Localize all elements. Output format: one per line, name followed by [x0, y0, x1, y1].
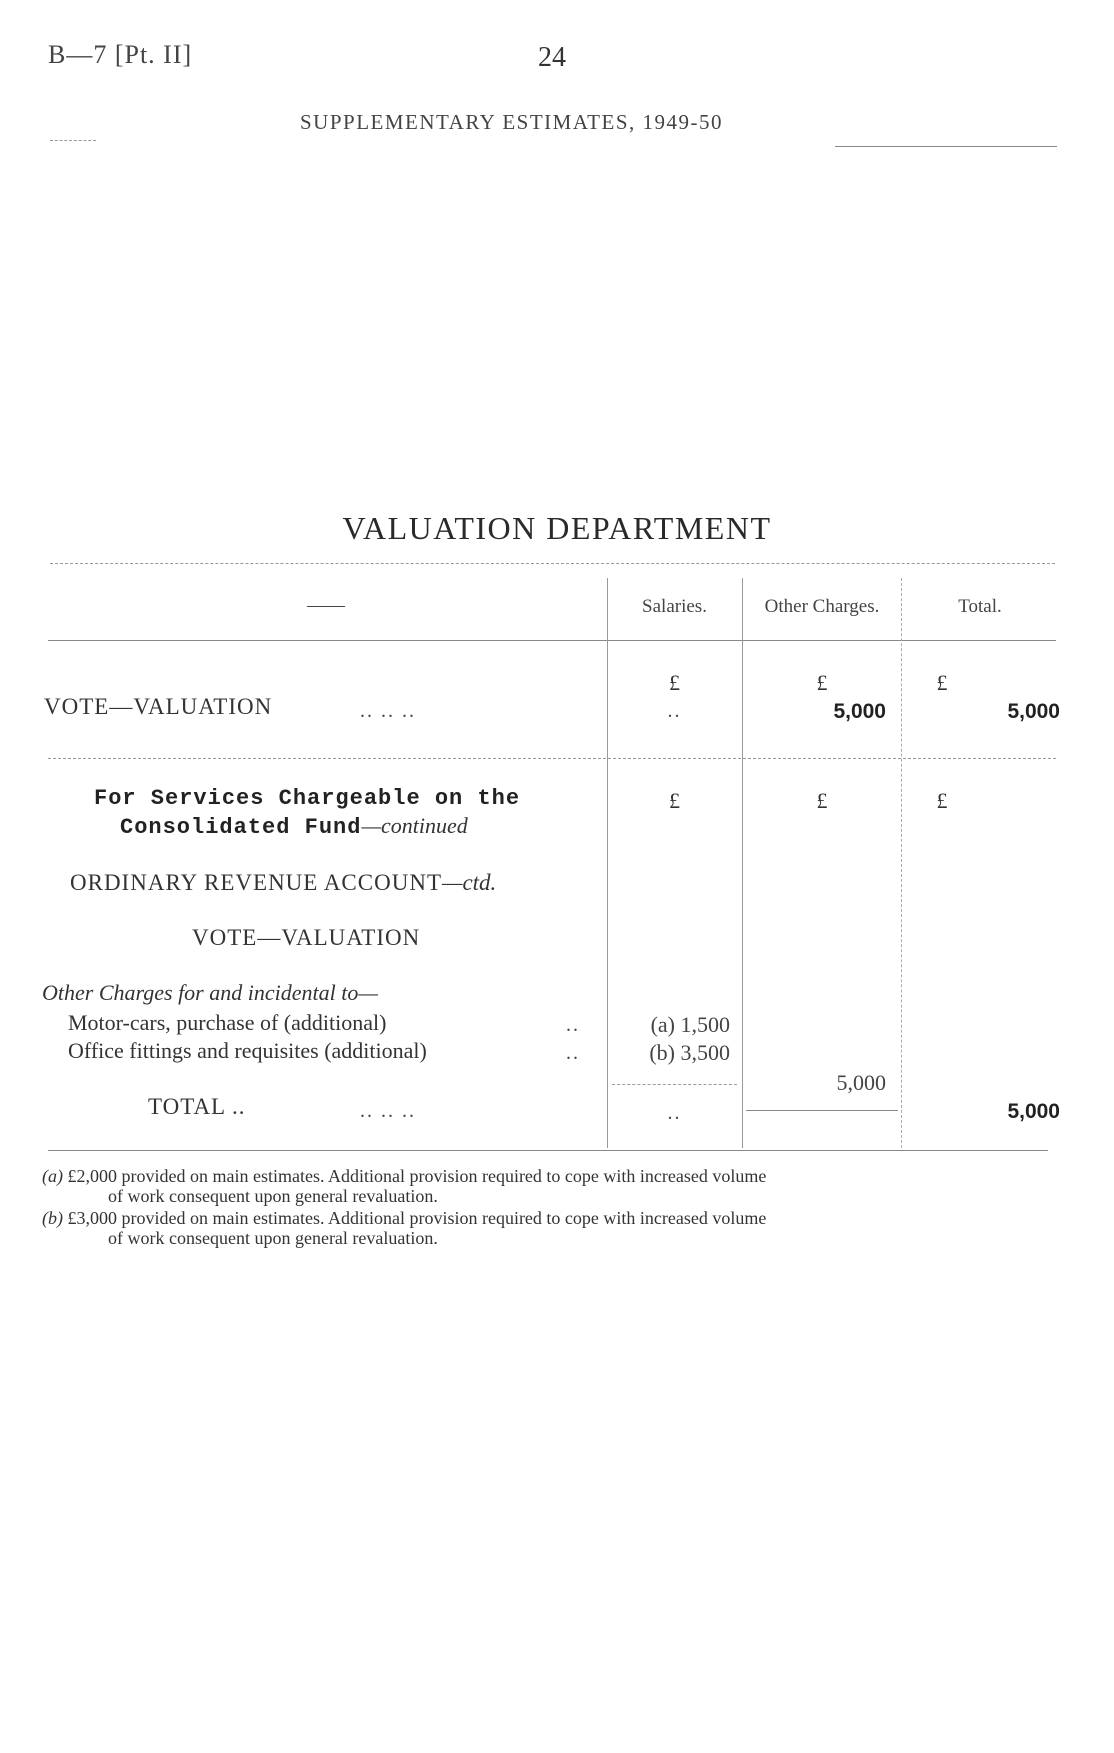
section-currency-total: £: [936, 788, 948, 813]
section-heading-fund: Consolidated Fund: [120, 815, 362, 840]
other-charges-total-rule: [746, 1110, 898, 1111]
column-heading-other-charges: Other Charges.: [764, 596, 880, 617]
section-heading-continued: —continued: [361, 813, 468, 838]
table-top-rule: [50, 563, 1055, 564]
page-title: VALUATION DEPARTMENT: [342, 510, 772, 546]
other-charges-subtotal: 5,000: [836, 1070, 886, 1095]
header-rule-right: [835, 146, 1057, 147]
item-office-fittings-leader: ..: [566, 1042, 580, 1064]
running-title: SUPPLEMENTARY ESTIMATES, 1949-50: [300, 110, 723, 134]
summary-salaries-value: ..: [667, 700, 682, 722]
item-office-fittings-label: Office fittings and requisites (additional): [68, 1038, 427, 1063]
section-heading-line2: [120, 813, 468, 840]
other-charges-heading: Other Charges for and incidental to—: [42, 980, 378, 1005]
section-vote-label: VOTE—VALUATION: [192, 925, 421, 950]
column-divider-1: [607, 578, 608, 1148]
item-office-fittings-amount: (b) 3,500: [649, 1040, 730, 1065]
currency-symbol-total: £: [936, 670, 948, 695]
footnote-a-line2: of work consequent upon general revaluation.: [108, 1186, 438, 1206]
column-divider-3: [901, 578, 902, 1148]
total-leader-dots: .. .. ..: [360, 1100, 416, 1122]
footnote-a-line1: £2,000 provided on main estimates. Additional provision required to cope with increased volume: [67, 1166, 767, 1186]
section-heading-line1: For Services Chargeable on the: [94, 786, 521, 811]
salaries-subtotal-rule: [612, 1084, 737, 1085]
currency-symbol-salaries: £: [669, 670, 680, 695]
document-reference: B—7 [Pt. II]: [48, 40, 193, 69]
footnote-b-line1: £3,000 provided on main estimates. Additional provision required to cope with increased volume: [67, 1208, 767, 1228]
section-currency-other: £: [816, 788, 828, 813]
currency-symbol-other: £: [816, 670, 828, 695]
ordinary-revenue-account-ctd: —ctd.: [442, 870, 497, 895]
column-heading-salaries: Salaries.: [642, 596, 707, 617]
item-motor-cars-leader: ..: [566, 1014, 580, 1036]
item-motor-cars-amount: (a) 1,500: [650, 1012, 730, 1037]
header-rule-left: [50, 140, 96, 141]
ordinary-revenue-account-label: ORDINARY REVENUE ACCOUNT: [70, 870, 442, 895]
table-summary-rule: [48, 758, 1056, 759]
ordinary-revenue-account: [70, 870, 496, 896]
footnote-b-marker: (b): [42, 1208, 63, 1228]
section-currency-salaries: £: [669, 788, 680, 813]
summary-vote-label: VOTE—VALUATION: [44, 694, 273, 719]
summary-other-charges-value: 5,000: [833, 700, 886, 723]
summary-total-value: 5,000: [1007, 700, 1060, 723]
total-salaries-value: ..: [667, 1102, 682, 1124]
column-divider-2: [742, 578, 743, 1148]
total-label: TOTAL ..: [148, 1094, 246, 1119]
item-motor-cars-label: Motor-cars, purchase of (additional): [68, 1010, 387, 1035]
column-heading-total: Total.: [958, 596, 1002, 617]
page-number: 24: [538, 42, 566, 73]
footnote-a: [42, 1166, 766, 1187]
table-bottom-rule: [48, 1150, 1048, 1151]
summary-leader-dots: .. .. ..: [360, 700, 416, 722]
column-heading-description: ——: [307, 595, 345, 616]
footnote-b-line2: of work consequent upon general revaluation.: [108, 1228, 438, 1248]
footnote-b: [42, 1208, 766, 1229]
table-header-rule: [48, 640, 1056, 641]
total-amount: 5,000: [1007, 1100, 1060, 1123]
footnote-a-marker: (a): [42, 1166, 63, 1186]
